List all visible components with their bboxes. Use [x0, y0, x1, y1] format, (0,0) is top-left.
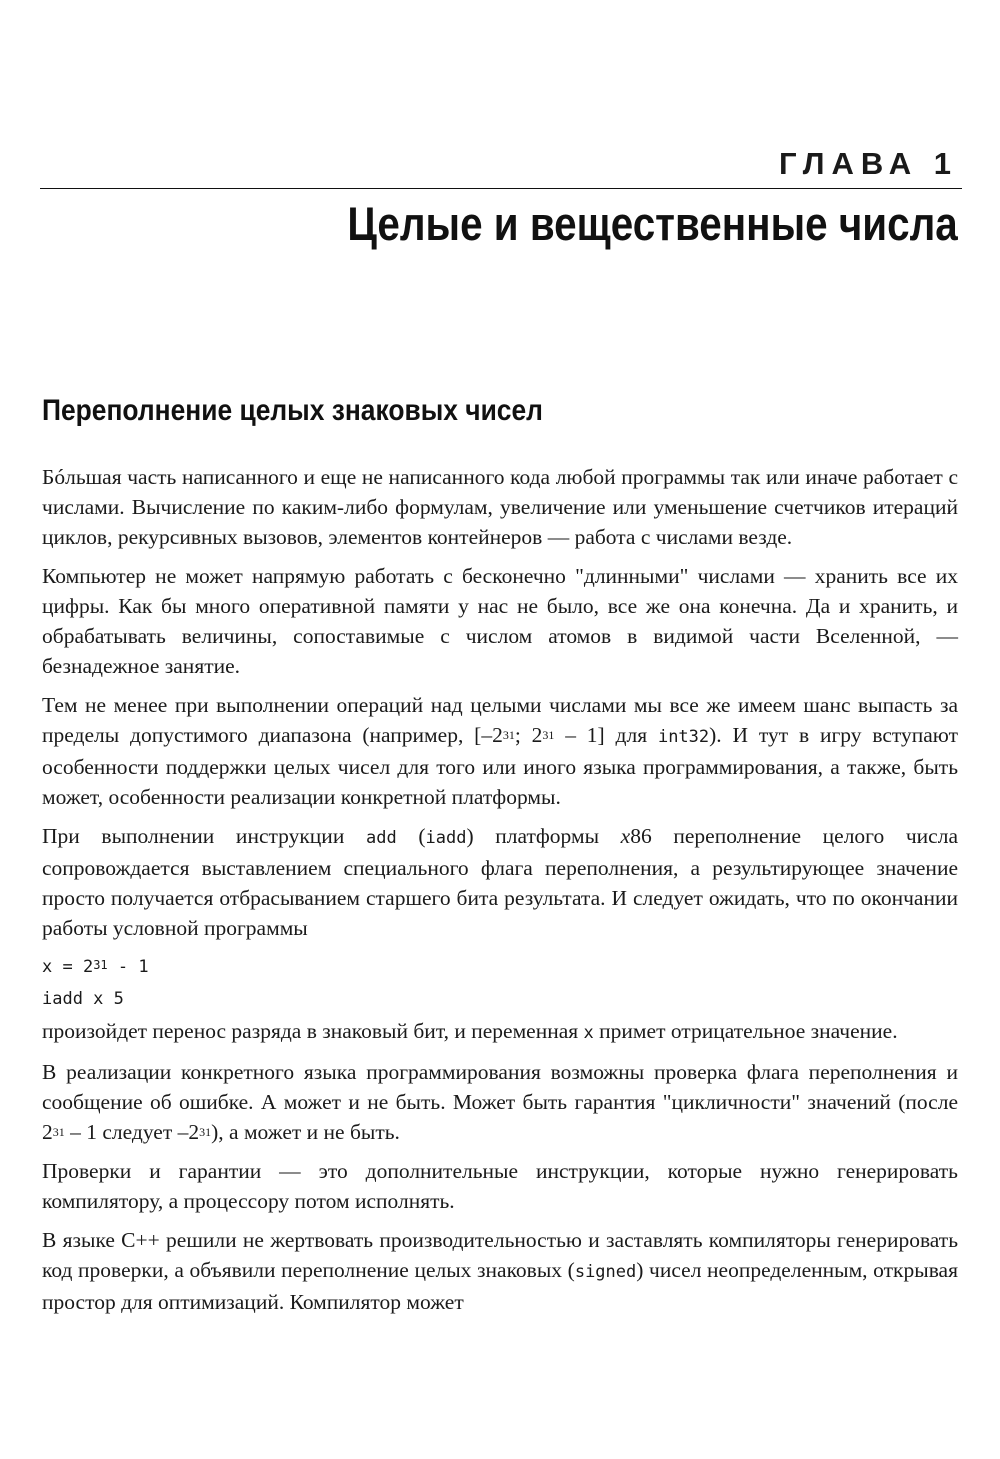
paragraph-8: [42, 1225, 958, 1317]
inline-code-signed: signed: [574, 1262, 637, 1282]
inline-code-int32: int32: [657, 727, 710, 747]
text-run: – 1 следует –2: [64, 1120, 200, 1144]
arch-number: 86: [630, 824, 652, 848]
chapter-title: Целые и вещественные числа: [347, 197, 958, 250]
code-line-1: [42, 952, 958, 982]
text-run: – 1] для: [554, 723, 658, 747]
text-run: При выполнении инструкции: [42, 824, 366, 848]
chapter-label: ГЛАВА 1: [778, 146, 958, 181]
code-text: x = 2: [42, 957, 94, 977]
paragraph-1: Бóльшая часть написанного и еще не написанного кода любой программы так или иначе работает с числами. Вычисление по каким-либо формулам, увеличение или уменьшение счетчиков итераций циклов, рекурсивных вызовов, элементов контейнеров — работа с числами везде.: [42, 465, 958, 549]
paragraph-4: [42, 821, 958, 943]
text-run: переполнение целого числа сопровождается выставлением специального флага переполнения, а результирующее значение просто получается отбрасыванием старшего бита результата. И следует ожидать, что по окончании работы условной программы: [42, 824, 958, 940]
exponent: 31: [199, 1125, 212, 1139]
inline-code-add: add: [365, 828, 397, 848]
paragraph-7: Проверки и гарантии — это дополнительные инструкции, которые нужно генерировать компилятору, а процессору потом исполнять.: [42, 1159, 958, 1213]
paragraph-3: [42, 690, 958, 812]
exponent: 31: [542, 728, 555, 742]
text-run: ), а может и не быть.: [211, 1120, 400, 1144]
paragraph-2: Компьютер не может напрямую работать с бесконечно "длинными" числами — хранить все их цифры. Как бы много оперативной памяти у нас не было, все же она конечна. Да и хранить, и обрабатывать величины, сопоставимые с числом атомов в видимой части Вселенной, — безнадежное занятие.: [42, 564, 958, 678]
section-title: Переполнение целых знаковых чисел: [42, 394, 543, 427]
text-run: ). И тут в игру вступают особенности поддержки целых чисел для того или иного языка программирования, а также, быть может, особенности реализации конкретной платформы.: [42, 723, 958, 809]
text-run: В языке C++ решили не жертвовать производительностью и заставлять компиляторы генерировать код проверки, а объявили переполнение целых знаковых (: [42, 1228, 958, 1282]
text-run: (: [396, 824, 426, 848]
exponent: 31: [93, 958, 108, 972]
text-run: ) чисел неопределенным, открывая простор для оптимизаций. Компилятор может: [42, 1258, 958, 1314]
inline-code-iadd: iadd: [425, 828, 467, 848]
text-run: Тем не менее при выполнении операций над целыми числами мы все же имеем шанс выпасть за пределы допустимого диапазона (например, [–2: [42, 693, 958, 747]
exponent: 31: [52, 1125, 65, 1139]
arch-x: x: [620, 824, 631, 848]
text-run: произойдет перенос разряда в знаковый бит, и переменная: [42, 1019, 584, 1043]
text-run: В реализации конкретного языка программирования возможны проверка флага переполнения и сообщение об ошибке. А может и не быть. Может быть гарантия "цикличности" значений (после 2: [42, 1060, 958, 1144]
paragraph-6: [42, 1057, 958, 1147]
text-run: ; 2: [514, 723, 543, 747]
code-line-2: iadd x 5: [42, 989, 124, 1009]
body-text: [42, 462, 958, 1326]
inline-code-x: x: [583, 1023, 594, 1043]
text-run: ) платформы: [466, 824, 621, 848]
exponent: 31: [502, 728, 515, 742]
text-run: примет отрицательное значение.: [593, 1019, 898, 1043]
paragraph-5: [42, 1016, 958, 1048]
code-text: - 1: [107, 957, 149, 977]
chapter-rule: [40, 188, 962, 189]
